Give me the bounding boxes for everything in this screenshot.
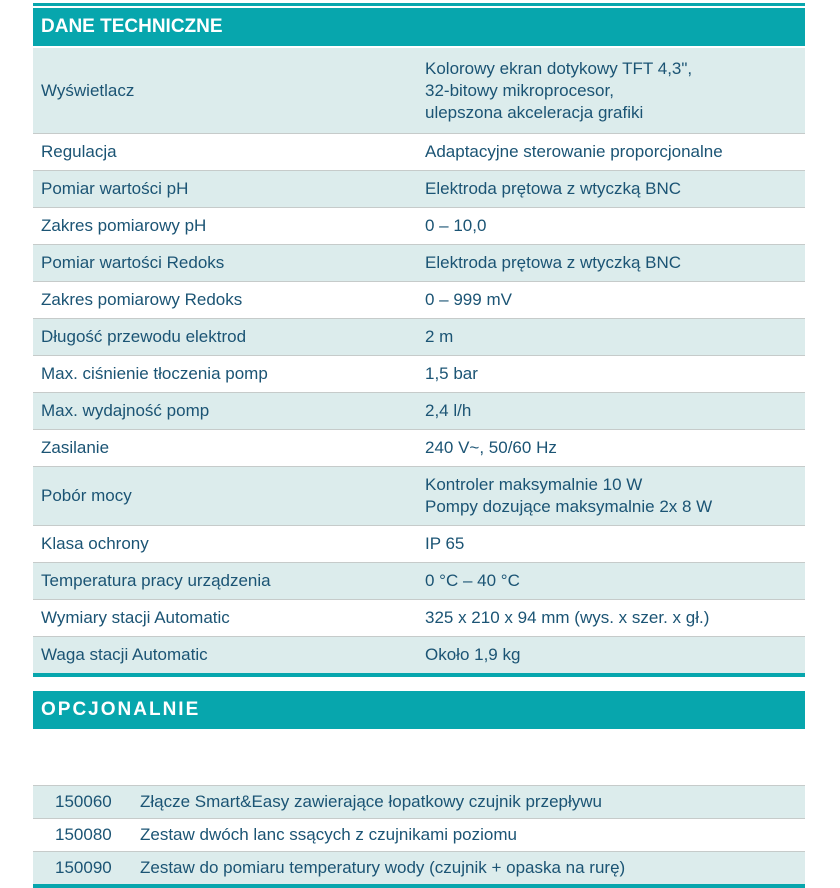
spec-value: [425, 319, 805, 355]
spec-value: [425, 467, 805, 525]
spec-value: [425, 134, 805, 170]
spec-label: Max. ciśnienie tłoczenia pomp: [41, 364, 268, 383]
spec-label: Temperatura pracy urządzenia: [41, 571, 271, 590]
option-row: [33, 785, 805, 818]
spec-row: [33, 429, 805, 466]
option-code: 150090: [55, 858, 112, 877]
spec-value: [425, 51, 805, 131]
spec-label: Pomiar wartości pH: [41, 179, 189, 198]
spec-value-line: 0 °C – 40 °C: [425, 571, 520, 590]
spec-value: [425, 563, 805, 599]
spec-label: Max. wydajność pomp: [41, 401, 210, 420]
spec-label: Regulacja: [41, 142, 117, 161]
spec-value-line: Elektroda prętowa z wtyczką BNC: [425, 179, 682, 198]
optional-header-band: [33, 691, 805, 729]
technical-data-section: [33, 8, 805, 677]
spec-value: [425, 356, 805, 392]
spec-label: Wymiary stacji Automatic: [41, 608, 230, 627]
spec-label: Wyświetlacz: [41, 80, 135, 100]
spec-row: [33, 466, 805, 525]
technical-data-title: DANE TECHNICZNE: [41, 16, 223, 37]
spec-row: [33, 281, 805, 318]
spec-value: [425, 393, 805, 429]
spec-row: [33, 392, 805, 429]
spec-value-line: Około 1,9 kg: [425, 645, 521, 664]
spec-row: [33, 355, 805, 392]
option-row: [33, 851, 805, 884]
spec-label: Długość przewodu elektrod: [41, 327, 247, 346]
spec-value-line: 240 V~, 50/60 Hz: [425, 438, 557, 457]
spec-label: Zasilanie: [41, 438, 110, 457]
spec-row: [33, 525, 805, 562]
spec-value: [425, 208, 805, 244]
spec-row: [33, 46, 805, 133]
spec-value-line: 0 – 999 mV: [425, 290, 512, 309]
spec-value-line: 32-bitowy mikroprocesor,: [425, 80, 614, 100]
spec-label: Zakres pomiarowy Redoks: [41, 290, 243, 309]
optional-rows: [33, 785, 805, 884]
spec-row: [33, 562, 805, 599]
optional-bottom-rule: [33, 884, 805, 888]
spec-value-line: Kontroler maksymalnie 10 W: [425, 475, 643, 494]
spec-sheet: [33, 0, 805, 888]
optional-gap: [33, 729, 805, 785]
spec-row: [33, 133, 805, 170]
spec-label: Pobór mocy: [41, 486, 132, 505]
spec-value: [425, 637, 805, 673]
spec-value-line: Pompy dozujące maksymalnie 2x 8 W: [425, 497, 713, 516]
spec-value-line: Kolorowy ekran dotykowy TFT 4,3",: [425, 58, 693, 78]
spec-value-line: 2 m: [425, 327, 454, 346]
spec-value: [425, 600, 805, 636]
spec-value-line: 2,4 l/h: [425, 401, 472, 420]
option-code: 150060: [55, 792, 112, 811]
technical-data-header-band: [33, 8, 805, 46]
spec-value-line: 0 – 10,0: [425, 216, 487, 235]
spec-label: Zakres pomiarowy pH: [41, 216, 207, 235]
spec-row: [33, 318, 805, 355]
spec-value: [425, 430, 805, 466]
spec-value-line: IP 65: [425, 534, 465, 553]
top-rule: [33, 3, 805, 6]
spec-row: [33, 636, 805, 673]
section-gap: [33, 677, 805, 689]
technical-rows: [33, 46, 805, 673]
spec-row: [33, 170, 805, 207]
option-code: 150080: [55, 825, 112, 844]
spec-label: Waga stacji Automatic: [41, 645, 208, 664]
spec-value: [425, 526, 805, 562]
spec-label: Pomiar wartości Redoks: [41, 253, 225, 272]
spec-value-line: 325 x 210 x 94 mm (wys. x szer. x gł.): [425, 608, 710, 627]
spec-label: Klasa ochrony: [41, 534, 149, 553]
optional-title: OPCJONALNIE: [41, 699, 201, 720]
spec-value-line: ulepszona akceleracja grafiki: [425, 102, 644, 122]
spec-value-line: Adaptacyjne sterowanie proporcjonalne: [425, 142, 723, 161]
spec-value-line: Elektroda prętowa z wtyczką BNC: [425, 253, 682, 272]
optional-section: [33, 691, 805, 888]
spec-value: [425, 171, 805, 207]
spec-value-line: 1,5 bar: [425, 364, 478, 383]
spec-row: [33, 244, 805, 281]
spec-value: [425, 282, 805, 318]
option-description: Złącze Smart&Easy zawierające łopatkowy czujnik przepływu: [140, 792, 603, 811]
option-row: [33, 818, 805, 851]
option-description: Zestaw do pomiaru temperatury wody (czujnik + opaska na rurę): [140, 858, 626, 877]
spec-row: [33, 207, 805, 244]
spec-value: [425, 245, 805, 281]
spec-row: [33, 599, 805, 636]
option-description: Zestaw dwóch lanc ssących z czujnikami poziomu: [140, 825, 517, 844]
